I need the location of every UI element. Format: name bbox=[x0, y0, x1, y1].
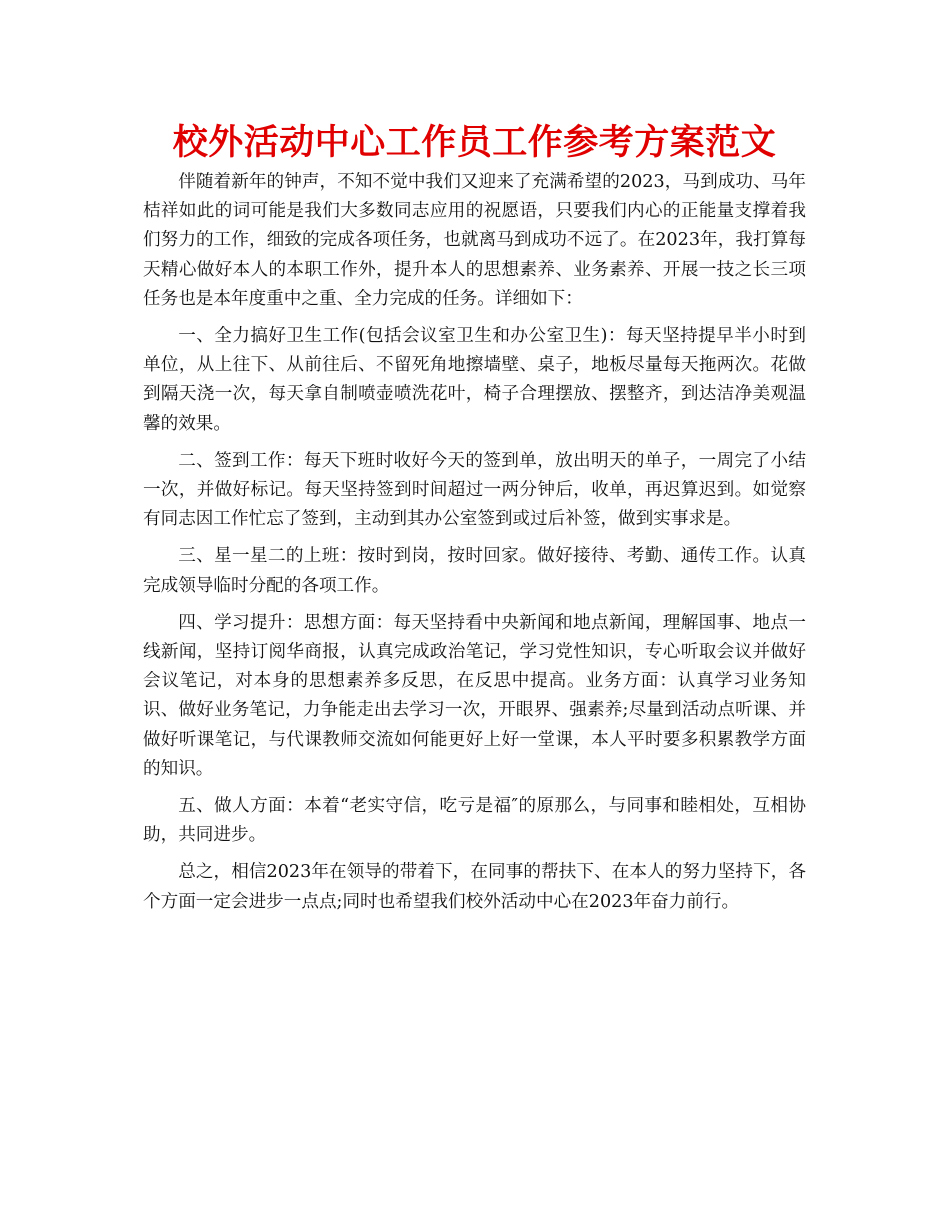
conclusion-paragraph: 总之，相信2023年在领导的带着下，在同事的帮扶下、在本人的努力坚持下，各个方面一定会进步一点点;同时也希望我们校外活动中心在2023年奋力前行。 bbox=[143, 862, 806, 912]
section-hygiene-paragraph: 一、全力搞好卫生工作(包括会议室卫生和办公室卫生)：每天坚持提早半小时到单位，从上往下、从前往后、不留死角地擦墙壁、桌子，地板尽量每天拖两次。花做到隔天浇一次，每天拿自制喷壶喷洗花叶，椅子合理摆放、摆整齐，到达洁净美观温馨的效果。 bbox=[143, 326, 806, 434]
document-title: 校外活动中心工作员工作参考方案范文 bbox=[172, 123, 777, 163]
document-page bbox=[143, 118, 806, 925]
section-conduct-paragraph: 五、做人方面：本着“老实守信，吃亏是福″的原那么，与同事和睦相处，互相协助，共同进步。 bbox=[143, 796, 806, 846]
section-study-paragraph: 四、学习提升：思想方面：每天坚持看中央新闻和地点新闻，理解国事、地点一线新闻，坚持订阅华商报，认真完成政治笔记，学习党性知识，专心听取会议并做好会议笔记，对本身的思想素养多反思，在反思中提高。业务方面：认真学习业务知识、做好业务笔记，力争能走出去学习一次，开眼界、强素养;尽量到活动点听课、并做好听课笔记，与代课教师交流如何能更好上好一堂课，本人平时要多积累教学方面的知识。 bbox=[143, 612, 806, 779]
section-signin-paragraph: 二、签到工作：每天下班时收好今天的签到单，放出明天的单子，一周完了小结一次，并做好标记。每天坚持签到时间超过一两分钟后，收单，再迟算迟到。如觉察有同志因工作忙忘了签到，主动到其办公室签到或过后补签，做到实事求是。 bbox=[143, 450, 806, 530]
document-body bbox=[143, 168, 806, 917]
section-duty-paragraph: 三、星一星二的上班：按时到岗，按时回家。做好接待、考勤、通传工作。认真完成领导临时分配的各项工作。 bbox=[143, 546, 806, 596]
intro-paragraph: 伴随着新年的钟声，不知不觉中我们又迎来了充满希望的2023，马到成功、马年桔祥如此的词可能是我们大多数同志应用的祝愿语，只要我们内心的正能量支撑着我们努力的工作，细致的完成各项任务，也就离马到成功不远了。在2023年，我打算每天精心做好本人的本职工作外，提升本人的思想素养、业务素养、开展一技之长三项任务也是本年度重中之重、全力完成的任务。详细如下： bbox=[143, 172, 806, 309]
